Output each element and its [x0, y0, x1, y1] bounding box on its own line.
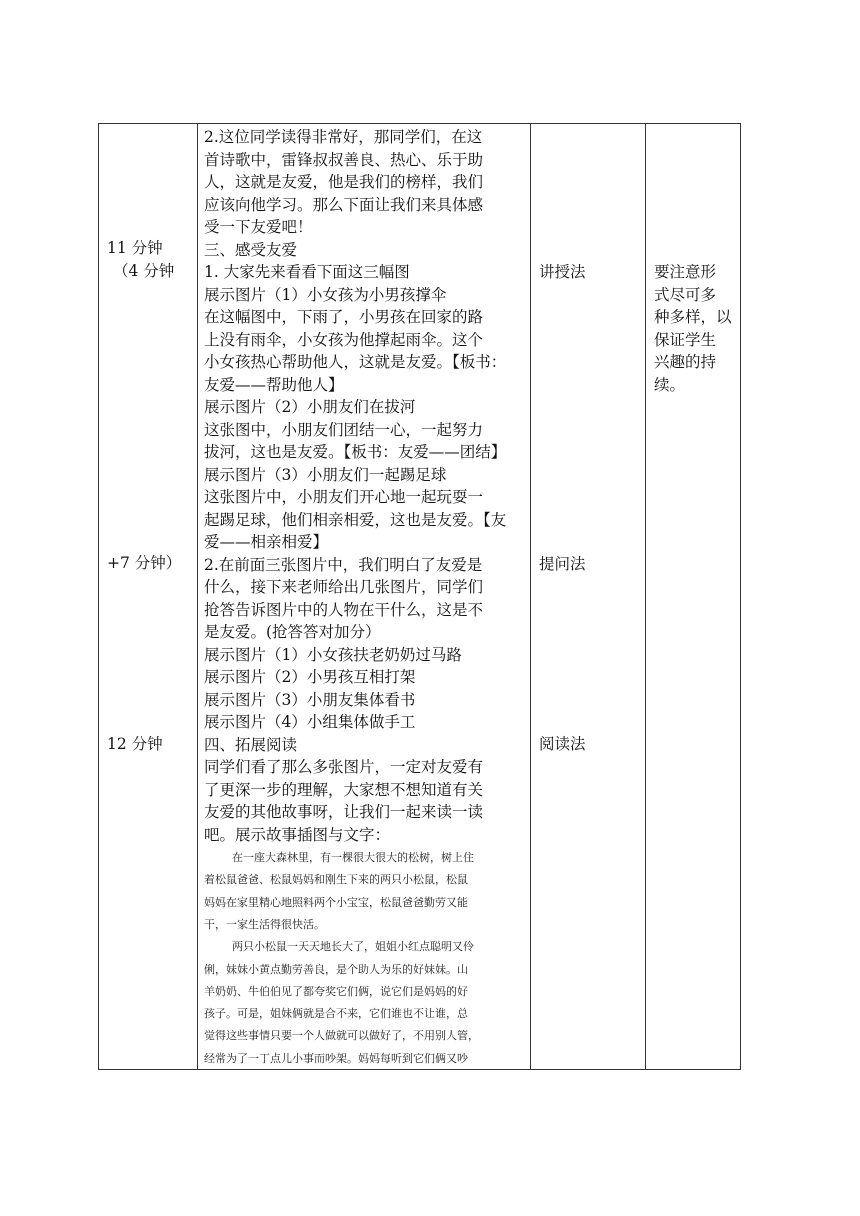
- content-line: 展示图片（2）小朋友们在拔河: [204, 398, 416, 416]
- content-line: 展示图片（3）小朋友们一起踢足球: [204, 465, 447, 484]
- story-line: 羊奶奶、牛伯伯见了都夸奖它们俩，说它们是妈妈的好: [204, 984, 468, 998]
- content-line: 抢答告诉图片中的人物在干什么，这是不: [204, 600, 484, 619]
- story-line: 俐，妹妹小黄点勤劳善良，是个助人为乐的好妹妹。山: [204, 962, 468, 976]
- content-line: 人，这就是友爱，他是我们的榜样，我们: [204, 173, 484, 191]
- time-column: [99, 124, 198, 1069]
- content-line: 友爱——帮助他人】: [204, 375, 344, 394]
- story-line: 着松鼠爸爸、松鼠妈妈和刚生下来的两只小松鼠，松鼠: [204, 873, 468, 887]
- story-line: 经常为了一丁点儿小事而吵架。妈妈每听到它们俩又吵: [204, 1051, 468, 1065]
- time-label: （4 分钟: [113, 262, 175, 280]
- content-line: 展示图片（1）小女孩为小男孩撑伞: [204, 285, 447, 304]
- method-label: 讲授法: [539, 263, 586, 281]
- note-line: 式尽可多: [654, 285, 717, 304]
- content-line: 首诗歌中，雷锋叔叔善良、热心、乐于助: [204, 150, 484, 169]
- time-label: 11 分钟: [107, 239, 163, 257]
- method-column: [531, 124, 646, 1069]
- content-line: 2.这位同学读得非常好，那同学们，在这: [204, 128, 483, 146]
- content-line: 拔河，这也是友爱。【板书：友爱——团结】: [204, 443, 507, 461]
- method-label: 提问法: [539, 555, 586, 573]
- content-line: 吧。展示故事插图与文字：: [204, 825, 391, 844]
- content-line: 这张图中，小朋友们团结一心，一起努力: [204, 420, 484, 439]
- note-line: 保证学生: [654, 330, 717, 349]
- content-line: 爱——相亲相爱】: [204, 533, 329, 551]
- note-line: 兴趣的持: [654, 353, 717, 371]
- story-line: 妈妈在家里精心地照料两个小宝宝，松鼠爸爸勤劳又能: [204, 895, 468, 909]
- content-line: 展示图片（3）小朋友集体看书: [204, 690, 416, 709]
- time-label: +7 分钟）: [107, 554, 182, 572]
- content-line: 友爱的其他故事呀，让我们一起来读一读: [204, 803, 484, 821]
- content-line: 同学们看了那么多张图片，一定对友爱有: [204, 758, 484, 776]
- content-line: 小女孩热心帮助他人，这就是友爱。【板书：: [204, 353, 507, 371]
- note-column: [646, 124, 742, 1069]
- story-line: 在一座大森林里，有一棵很大很大的松树，树上住: [232, 851, 474, 864]
- story-line: 两只小松鼠一天天地长大了，姐姐小红点聪明又伶: [232, 940, 474, 954]
- method-label: 阅读法: [539, 735, 586, 753]
- content-line: 了更深一步的理解，大家想不想知道有关: [204, 780, 484, 799]
- content-line: 起踢足球，他们相亲相爱，这也是友爱。【友: [204, 510, 507, 529]
- content-line: 三、感受友爱: [204, 240, 298, 259]
- content-line: 是友爱。(抢答答对加分）: [204, 623, 381, 641]
- note-line: 种多样，以: [654, 308, 732, 326]
- content-line: 受一下友爱吧！: [204, 218, 313, 236]
- content-line: 1. 大家先来看看下面这三幅图: [204, 263, 410, 281]
- content-line: 这张图片中，小朋友们开心地一起玩耍一: [204, 488, 484, 506]
- note-line: 要注意形: [654, 263, 717, 281]
- story-line: 觉得这些事情只要一个人做就可以做好了，不用别人管，: [204, 1029, 479, 1043]
- content-line: 展示图片（1）小女孩扶老奶奶过马路: [204, 645, 462, 664]
- content-line: 什么，接下来老师给出几张图片，同学们: [204, 578, 484, 596]
- time-label: 12 分钟: [107, 735, 163, 753]
- content-line: 应该向他学习。那么下面让我们来具体感: [204, 195, 484, 214]
- content-line: 四、拓展阅读: [204, 735, 298, 754]
- story-line: 干，一家生活得很快活。: [204, 917, 325, 931]
- content-line: 2.在前面三张图片中，我们明白了友爱是: [204, 555, 483, 574]
- content-column: [198, 124, 531, 1069]
- lesson-plan-table: [98, 123, 741, 1070]
- content-line: 展示图片（4）小组集体做手工: [204, 713, 416, 731]
- content-line: 在这幅图中，下雨了，小男孩在回家的路: [204, 308, 484, 326]
- note-line: 续。: [654, 375, 686, 394]
- content-line: 上没有雨伞，小女孩为他撑起雨伞。这个: [204, 330, 484, 349]
- content-line: 展示图片（2）小男孩互相打架: [204, 668, 416, 686]
- story-line: 孩子。可是，姐妹俩就是合不来，它们谁也不让谁，总: [204, 1007, 468, 1021]
